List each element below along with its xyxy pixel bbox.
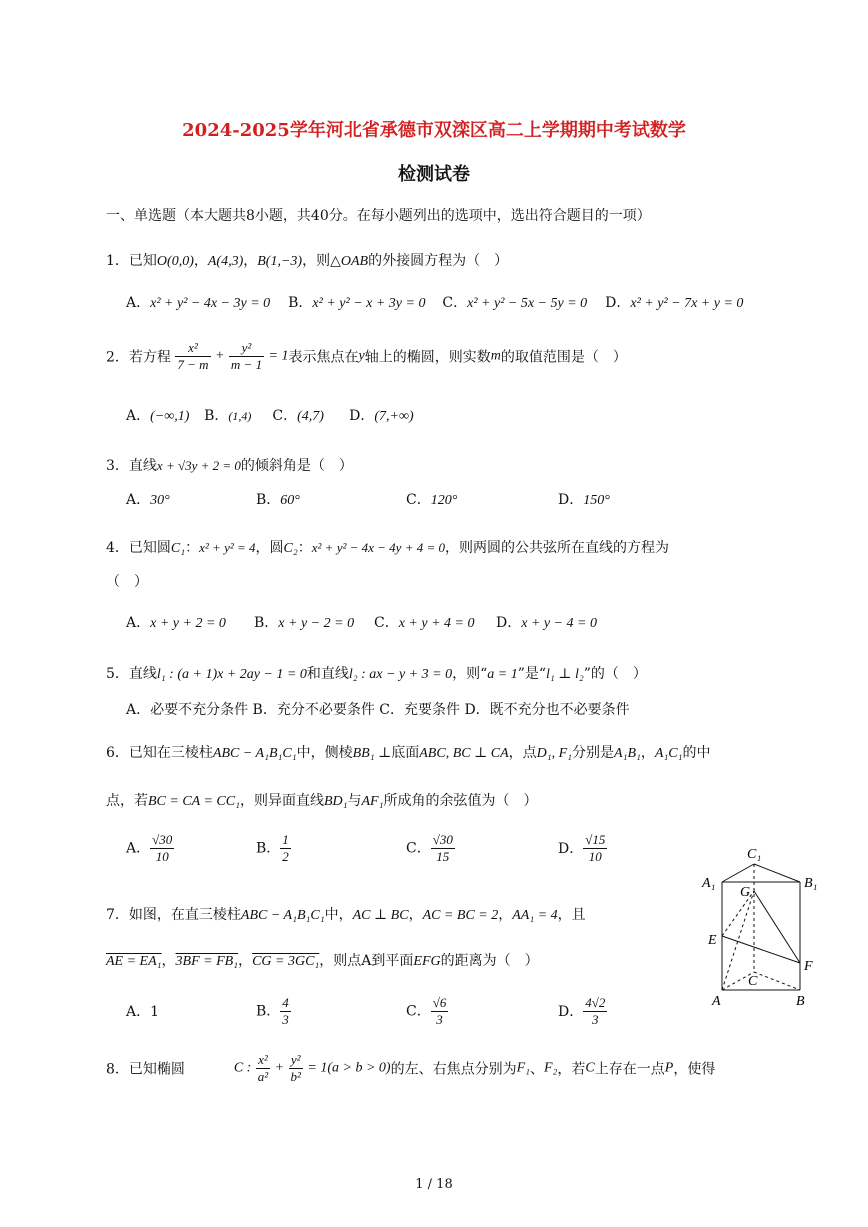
fraction-x-a: $\frac{\text{x²}}{\text{a²}}$: [257, 1052, 269, 1084]
option-b: 60°: [280, 493, 300, 508]
option-b: $\frac{4}{3}$: [282, 995, 289, 1027]
option-c: x + y + 4 = 0: [398, 616, 475, 631]
option-c: 120°: [430, 493, 458, 508]
question-4-stem: 4．已知圆C₁：x² + y² = 4，圆C₂：x² + y² − 4x − 4y + 4 = 0，则两圆的公共弦所在直线的方程为: [106, 540, 669, 556]
point-o: O(0,0): [156, 254, 194, 269]
label-a: A: [712, 994, 721, 1009]
option-a: 30°: [150, 493, 170, 508]
option-b: $\frac{1}{2}$: [282, 832, 289, 864]
document-subtitle: 检测试卷: [398, 164, 470, 185]
option-c: x² + y² − 5x − 5y = 0: [467, 296, 588, 311]
label-b1: B₁: [804, 876, 818, 891]
edge-a1c1: [722, 864, 754, 882]
edge-gf: [754, 891, 800, 963]
question-6-stem-line1: 6．已知在三棱柱ABC − A₁B₁C₁中，侧棱BB₁ ⊥底面ABC, BC ⊥ CA，点D₁, F₁分别是A₁B₁，A₁C₁的中: [106, 745, 711, 761]
page-number: 1 / 18: [415, 1177, 453, 1192]
edge-c1b1: [754, 864, 800, 882]
question-7-options: A．1 B． $\frac{4}{3}$ C． $\frac{√6}{3}$ D． $\frac{4√2}{3}$: [126, 995, 606, 1027]
stem-text: 2．若方程: [106, 349, 171, 366]
section-heading: 一、单选题（本大题共8小题，共40分。在每小题列出的选项中，选出符合题目的一项）: [106, 208, 651, 224]
question-3-stem: 3．直线x + √3y + 2 = 0的倾斜角是（ ）: [106, 458, 353, 474]
question-6-stem-line2: 点，若BC = CA = CC₁，则异面直线BD₁与AF₁所成角的余弦值为（ ）: [106, 793, 538, 809]
question-5-stem: 5．直线l₁ : (a + 1)x + 2ay − 1 = 0和直线l₂ : ax − y + 3 = 0，则“a = 1”是“l₁ ⊥ l₂”的（ ）: [106, 666, 647, 682]
triangle-name: OAB: [340, 254, 369, 269]
option-a: x² + y² − 4x − 3y = 0: [150, 296, 271, 311]
stem-text: 的外接圆方程为（ ）: [368, 253, 509, 269]
option-d: (7,+∞): [374, 409, 414, 424]
stem-text: ，则△: [302, 253, 341, 269]
stem-text: ，: [243, 253, 258, 269]
label-a1: A₁: [702, 876, 716, 891]
document-title: 2024-2025学年河北省承德市双滦区高二上学期期中考试数学: [182, 120, 686, 141]
option-d: $\frac{4√2}{3}$: [585, 995, 606, 1027]
question-6-options: A． $\frac{√30}{10}$ B． $\frac{1}{2}$ C． $\frac{√30}{15}$ D． $\frac{√15}{10}$: [126, 832, 606, 864]
option-label: B．: [288, 295, 313, 311]
option-label: C．: [442, 295, 468, 311]
point-a: A(4,3): [207, 254, 244, 269]
option-a: A．1: [126, 1003, 160, 1020]
question-2-stem: 2．若方程 $\frac{\text{x²}}{7 - m}$ + $\frac{\text{y²}}{m - 1}$ = 1表示焦点在y轴上的椭圆，则实数m的取值范围是（ ）: [106, 340, 627, 372]
line-l1: l₁ : (a + 1)x + 2ay − 1 = 0: [156, 667, 307, 682]
question-5-options: A．必要不充分条件 B．充分不必要条件 C．充要条件 D．既不充分也不必要条件: [126, 702, 630, 718]
option-a: (−∞,1): [150, 409, 190, 424]
option-c: $\frac{√30}{15}$: [432, 832, 453, 864]
circle-c2: x² + y² − 4x − 4y + 4 = 0: [311, 540, 445, 555]
question-7-stem-line2: AE = EA₁，3BF = FB₁，CG = 3GC₁，则点A到平面EFG的距离为（ ）: [106, 953, 539, 969]
option-label: A．: [126, 295, 151, 311]
fraction-y: $\frac{\text{y²}}{m - 1}$: [230, 340, 263, 372]
option-a: x + y + 2 = 0: [150, 616, 226, 631]
option-c: $\frac{√6}{3}$: [432, 995, 447, 1027]
option-label: D．: [605, 295, 631, 311]
line-l2: l₂ : ax − y + 3 = 0: [348, 667, 453, 682]
circle-c1: x² + y² = 4: [199, 540, 256, 555]
question-2-options: A．(−∞,1) B．(1,4) C．(4,7) D．(7,+∞): [126, 408, 414, 424]
question-1-stem: [106, 250, 508, 270]
point-b: B(1,−3): [257, 254, 303, 269]
edge-cb-hidden: [754, 972, 800, 990]
question-8-stem: 8．已知椭圆 C : $\frac{\text{x²}}{\text{a²}}$ + $\frac{\text{y²}}{\text{b²}}$ = 1(a > b > 0)的左、右焦点分别为F₁、F₂，若C上存在一点P，使得: [106, 1052, 716, 1084]
question-1-options: [126, 292, 776, 312]
fraction-x: $\frac{\text{x²}}{7 - m}$: [177, 340, 209, 372]
option-a: $\frac{√30}{10}$: [152, 832, 173, 864]
label-c1: C₁: [747, 847, 762, 862]
edge-ef: [722, 936, 800, 963]
option-d: $\frac{√15}{10}$: [585, 832, 606, 864]
option-d: x² + y² − 7x + y = 0: [630, 296, 744, 311]
option-b: x² + y² − x + 3y = 0: [312, 296, 426, 311]
stem-text: 1．已知: [106, 253, 157, 269]
fraction-y-b: $\frac{\text{y²}}{\text{b²}}$: [290, 1052, 301, 1084]
label-g: G: [740, 885, 751, 900]
stem-text: ，: [193, 253, 208, 269]
option-b: x + y − 2 = 0: [278, 616, 355, 631]
option-d: 150°: [583, 493, 610, 508]
answer-paren: （ ）: [106, 574, 148, 590]
question-7-stem-line1: 7．如图，在直三棱柱ABC − A₁B₁C₁中，AC ⊥ BC，AC = BC = 2，AA₁ = 4，且: [106, 907, 586, 923]
prism-figure: [700, 840, 830, 1015]
label-e: E: [708, 933, 717, 948]
label-f: F: [804, 959, 813, 974]
label-b: B: [796, 994, 805, 1009]
option-c: (4,7): [297, 409, 324, 424]
line-equation: x + √3y + 2 = 0: [156, 458, 241, 473]
question-3-options: A．30° B．60° C．120° D．150°: [126, 492, 610, 508]
option-d: x + y − 4 = 0: [521, 616, 598, 631]
option-b: (1,4): [228, 409, 252, 423]
label-c: C: [748, 974, 758, 989]
question-4-options: A．x + y + 2 = 0 B．x + y − 2 = 0 C．x + y + 4 = 0 D．x + y − 4 = 0: [126, 615, 598, 631]
